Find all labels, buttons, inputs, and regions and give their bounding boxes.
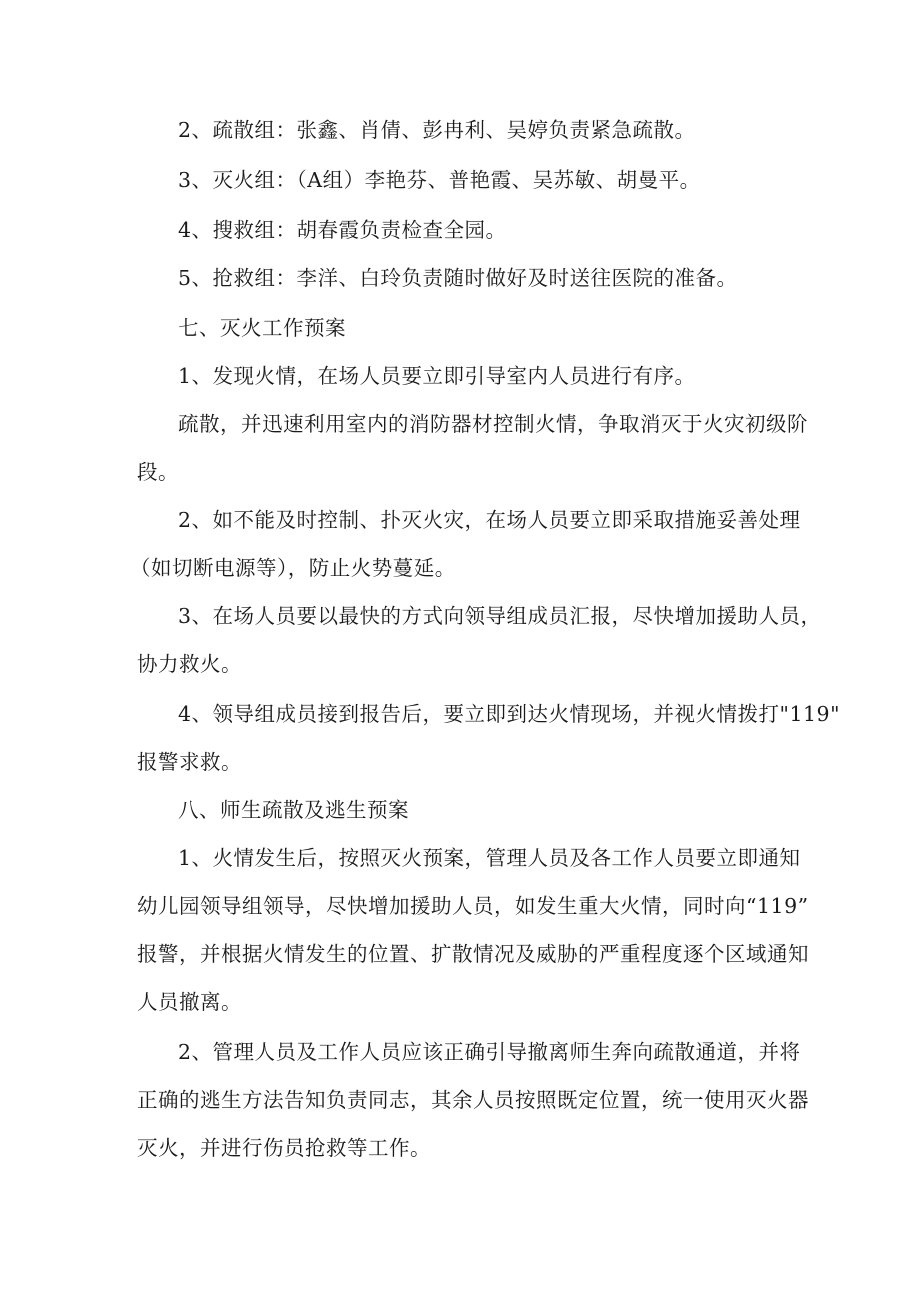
evacuation-group-line: 2、疏散组：张鑫、肖倩、彭冉利、吴婷负责紧急疏散。 xyxy=(178,118,696,142)
section-7-item-1: 1、发现火情，在场人员要立即引导室内人员进行有序。 xyxy=(178,364,696,388)
section-8-item-1: 1、火情发生后，按照灭火预案，管理人员及各工作人员要立即通知 xyxy=(178,846,801,870)
section-8-item-2-line-2: 正确的逃生方法告知负责同志，其余人员按照既定位置，统一使用灭火器 xyxy=(137,1088,809,1112)
section-8-item-2: 2、管理人员及工作人员应该正确引导撤离师生奔向疏散通道，并将 xyxy=(178,1040,801,1064)
section-7-item-4: 4、领导组成员接到报告后，要立即到达火情现场，并视火情拨打"119" xyxy=(178,702,841,726)
section-7-item-2: 2、如不能及时控制、扑灭火灾，在场人员要立即采取措施妥善处理 xyxy=(178,508,801,532)
section-8-item-1-line-3: 报警，并根据火情发生的位置、扩散情况及威胁的严重程度逐个区域通知 xyxy=(137,942,809,966)
section-7-item-3: 3、在场人员要以最快的方式向领导组成员汇报，尽快增加援助人员， xyxy=(178,604,822,628)
search-rescue-group-line: 4、搜救组：胡春霞负责检查全园。 xyxy=(178,218,507,242)
section-8-item-1-line-4: 人员撤离。 xyxy=(137,990,242,1014)
section-7-item-2-continuation: （如切断电源等），防止火势蔓延。 xyxy=(130,556,456,580)
section-7-item-1-continuation: 疏散，并迅速利用室内的消防器材控制火情，争取消灭于火灾初级阶 xyxy=(178,412,808,436)
section-7-heading: 七、灭火工作预案 xyxy=(178,316,346,340)
section-7-item-3-continuation: 协力救火。 xyxy=(137,652,242,676)
section-7-item-4-continuation: 报警求救。 xyxy=(137,750,242,774)
section-8-item-2-line-3: 灭火，并进行伤员抢救等工作。 xyxy=(137,1136,431,1160)
firefighting-group-line: 3、灭火组：（A组）李艳芬、普艳霞、吴苏敏、胡曼平。 xyxy=(178,168,701,192)
section-8-heading: 八、师生疏散及逃生预案 xyxy=(178,798,409,822)
first-aid-group-line: 5、抢救组：李洋、白玲负责随时做好及时送往医院的准备。 xyxy=(178,266,738,290)
section-7-item-1-continuation-end: 段。 xyxy=(137,460,179,484)
section-8-item-1-line-2: 幼儿园领导组领导，尽快增加援助人员，如发生重大火情，同时向“119” xyxy=(137,894,809,918)
